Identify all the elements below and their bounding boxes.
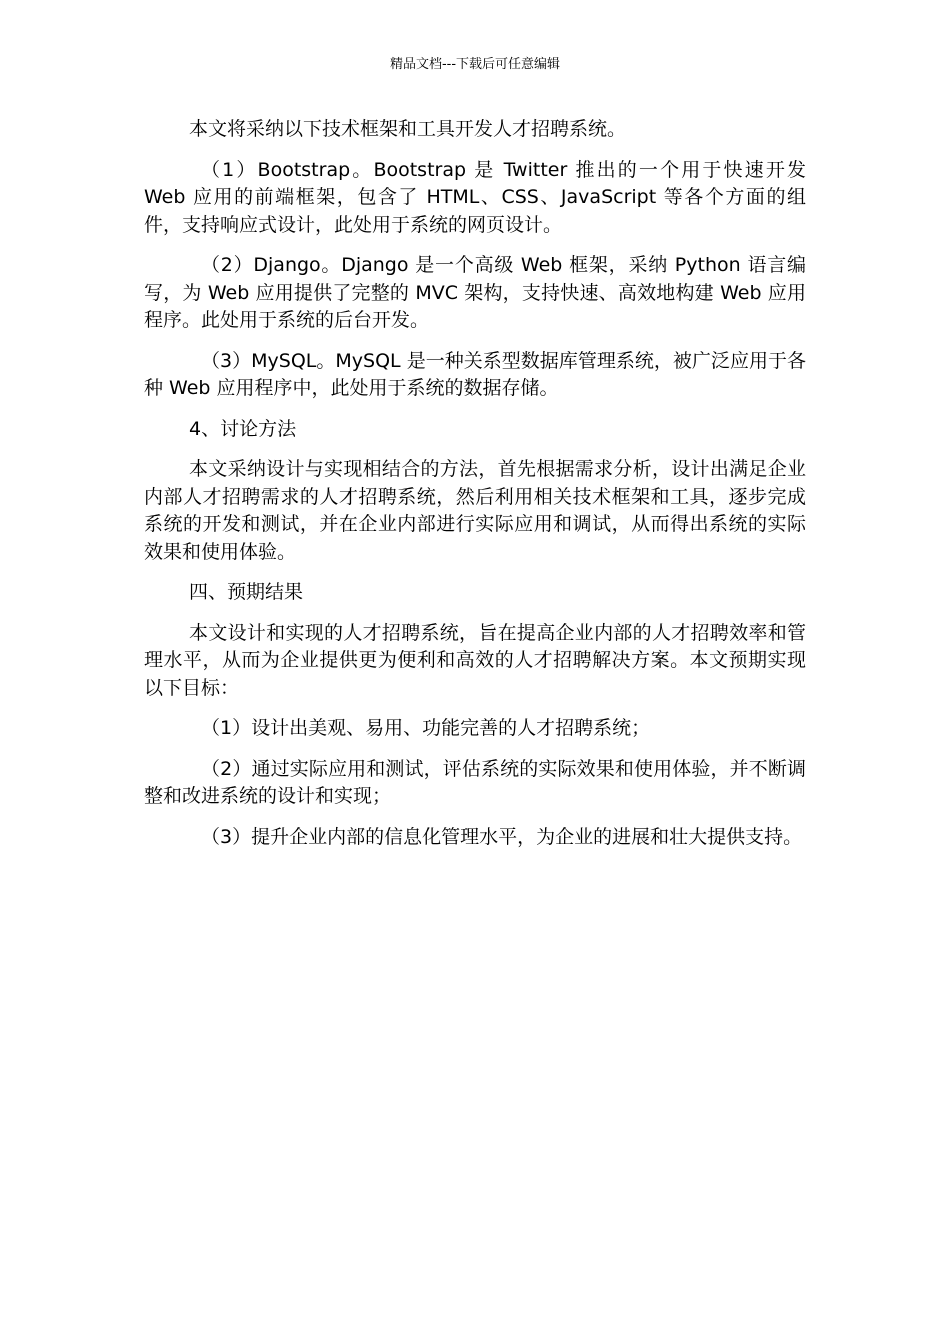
paragraph-bootstrap: （1）Bootstrap。Bootstrap 是 Twitter 推出的一个用于快速开发 Web 应用的前端框架，包含了 HTML、CSS、JavaScript 等各个方面的组件，支持响应式设计，此处用于系统的网页设计。: [144, 158, 806, 236]
section-heading-expected-results: 四、预期结果: [189, 581, 304, 603]
paragraph-intro: 本文将采纳以下技术框架和工具开发人才招聘系统。: [189, 118, 627, 140]
goal-item-2: （2）通过实际应用和测试，评估系统的实际效果和使用体验，并不断调整和改进系统的设计和实现；: [144, 757, 806, 807]
paragraph-method: 本文采纳设计与实现相结合的方法，首先根据需求分析，设计出满足企业内部人才招聘需求的人才招聘系统，然后利用相关技术框架和工具，逐步完成系统的开发和测试，并在企业内部进行实际应用和调试，从而得出系统的实际效果和使用体验。: [144, 458, 806, 563]
paragraph-django: （2）Django。Django 是一个高级 Web 框架，采纳 Python 语言编写，为 Web 应用提供了完整的 MVC 架构，支持快速、高效地构建 Web 应用程序。此处用于系统的后台开发。: [144, 254, 806, 331]
goal-item-3: （3）提升企业内部的信息化管理水平，为企业的进展和壮大提供支持。: [201, 825, 803, 848]
paragraph-mysql: （3）MySQL。MySQL 是一种关系型数据库管理系统，被广泛应用于各种 Web 应用程序中，此处用于系统的数据存储。: [144, 349, 806, 399]
section-heading-method: 4、讨论方法: [189, 417, 297, 440]
goal-item-1: （1）设计出美观、易用、功能完善的人才招聘系统；: [201, 717, 651, 739]
page-header: 精品文档---下载后可任意编辑: [389, 57, 561, 72]
paragraph-expected-results: 本文设计和实现的人才招聘系统，旨在提高企业内部的人才招聘效率和管理水平，从而为企业提供更为便利和高效的人才招聘解决方案。本文预期实现以下目标：: [144, 621, 806, 699]
document-body: [144, 116, 806, 864]
